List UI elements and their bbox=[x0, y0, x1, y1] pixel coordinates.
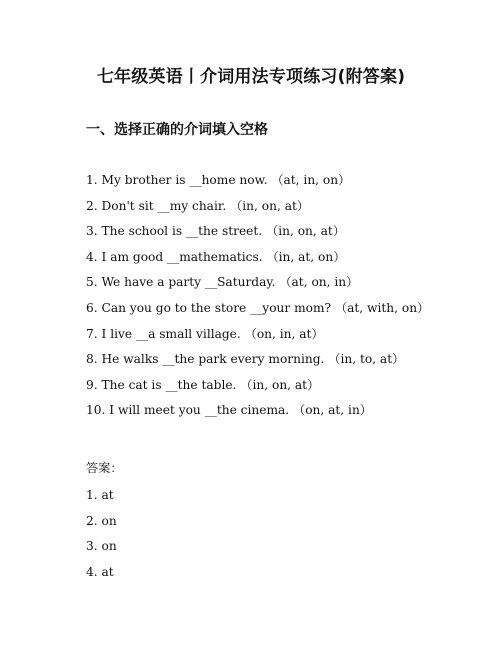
question-item: 10. I will meet you __the cinema. （on, at, in） bbox=[86, 403, 372, 418]
answers-label: 答案： bbox=[86, 461, 123, 475]
answer-item: 1. at bbox=[86, 488, 114, 502]
question-item: 8. He walks __the park every morning. （in, to, at） bbox=[86, 352, 405, 367]
question-item: 2. Don't sit __my chair. （in, on, at） bbox=[86, 198, 310, 213]
question-list bbox=[86, 171, 486, 427]
question-item: 1. My brother is __home now. （at, in, on） bbox=[86, 173, 351, 187]
answer-item: 2. on bbox=[86, 513, 117, 528]
section-heading: 一、选择正确的介词填入空格 bbox=[86, 122, 268, 138]
question-item: 5. We have a party __Saturday. （at, on, in） bbox=[86, 275, 359, 290]
answer-list bbox=[86, 486, 117, 588]
question-item: 3. The school is __the street. （in, on, at） bbox=[86, 224, 346, 239]
question-item: 9. The cat is __the table. （in, on, at） bbox=[86, 377, 320, 392]
question-item: 7. I live __a small village. （on, in, at） bbox=[86, 326, 324, 341]
answer-item: 4. at bbox=[86, 564, 114, 579]
question-item: 4. I am good __mathematics. （in, at, on） bbox=[86, 249, 346, 264]
question-item: 6. Can you go to the store __your mom? （at, with, on） bbox=[86, 300, 430, 315]
page-title: 七年级英语丨介词用法专项练习(附答案) bbox=[96, 67, 406, 87]
answer-item: 3. on bbox=[86, 539, 117, 554]
